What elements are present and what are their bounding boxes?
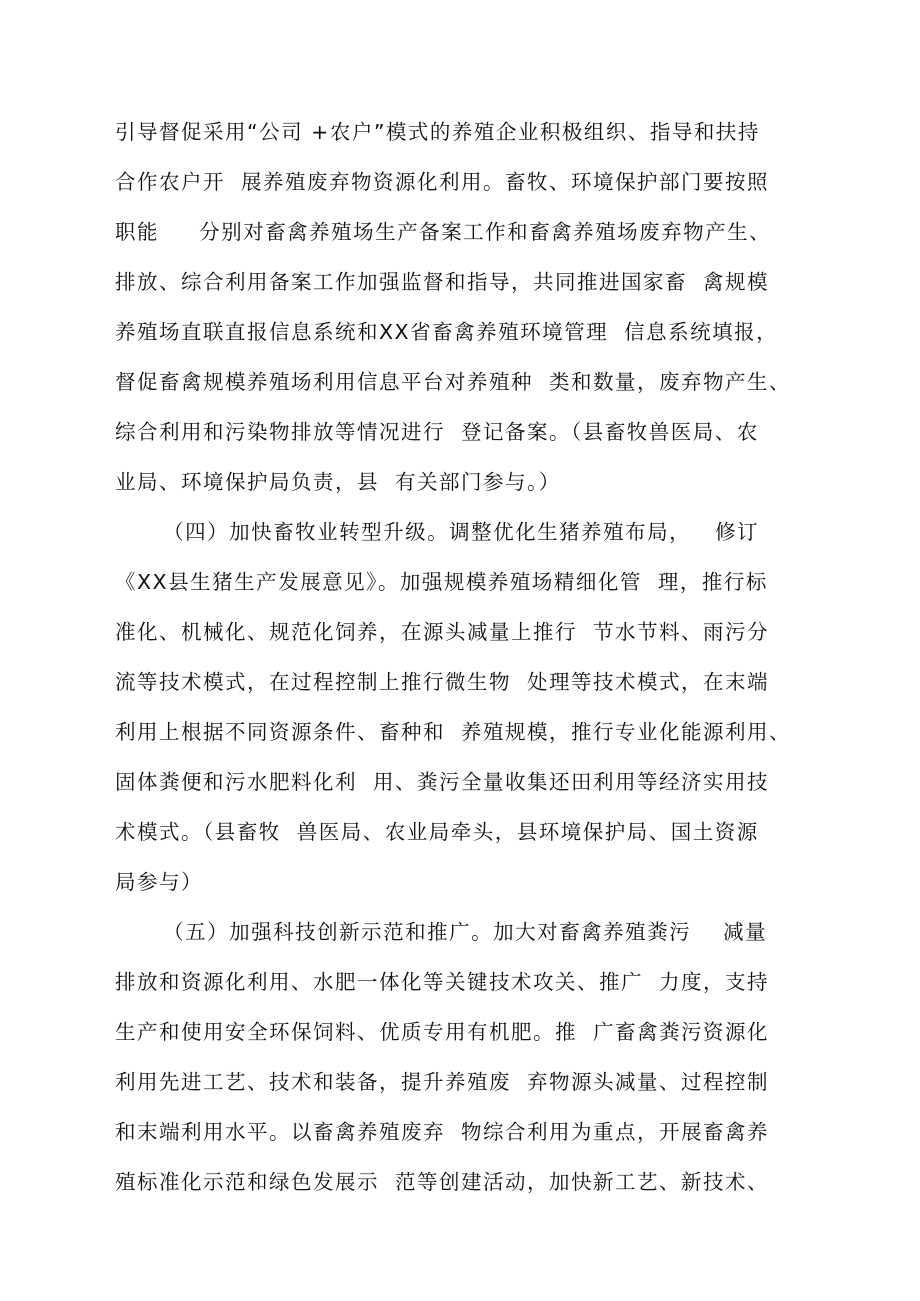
text-line: 和末端利用水平。以畜禽养殖废弃 物综合利用为重点，开展畜禽养 [115, 1120, 770, 1144]
text-line: 合作农户开 展养殖废弃物资源化利用。畜牧、环境保护部门要按照 [115, 170, 770, 194]
text-line: 固体粪便和污水肥料化利 用、粪污全量收集还田利用等经济实用技 [115, 770, 770, 794]
text-line: 养殖场直联直报信息系统和XX省畜禽养殖环境管理 信息系统填报， [115, 320, 779, 344]
text-line: 排放、综合利用备案工作加强监督和指导，共同推进国家畜 禽规模 [115, 270, 770, 294]
text-line: 综合利用和污染物排放等情况进行 登记备案。（县畜牧兽医局、农 [115, 420, 759, 444]
text-line: 术模式。（县畜牧 兽医局、农业局牵头，县环境保护局、国土资源 [115, 820, 759, 844]
text-line: 流等技术模式，在过程控制上推行微生物 处理等技术模式，在末端 [115, 670, 770, 694]
text-line: 利用上根据不同资源条件、畜种和 养殖规模，推行专业化能源利用、 [115, 720, 792, 744]
text-line: 引导督促采用“公司 +农户”模式的养殖企业积极组织、指导和扶持 [115, 120, 760, 144]
text-line: 督促畜禽规模养殖场利用信息平台对养殖种 类和数量，废弃物产生、 [115, 370, 792, 394]
text-line: 利用先进工艺、技术和装备，提升养殖废 弃物源头减量、过程控制 [115, 1070, 770, 1094]
text-line: 业局、环境保护局负责，县 有关部门参与。） [115, 470, 561, 494]
text-line: 《XX县生猪生产发展意见》。加强规模养殖场精细化管 理，推行标 [115, 570, 768, 594]
paragraph-start-line: （五）加强科技创新示范和推广。加大对畜禽养殖粪污 减量 [115, 920, 768, 944]
text-line: 殖标准化示范和绿色发展示 范等创建活动，加快新工艺、新技术、 [115, 1170, 770, 1194]
text-line: 准化、机械化、规范化饲养，在源头减量上推行 节水节料、雨污分 [115, 620, 770, 644]
text-line: 局参与） [115, 870, 203, 894]
text-line: 生产和使用安全环保饲料、优质专用有机肥。推 广畜禽粪污资源化 [115, 1020, 770, 1044]
text-line: 职能 分别对畜禽养殖场生产备案工作和畜禽养殖场废弃物产生、 [115, 220, 772, 244]
text-line: 排放和资源化利用、水肥一体化等关键技术攻关、推广 力度，支持 [115, 970, 770, 994]
paragraph-start-line: （四）加快畜牧业转型升级。调整优化生猪养殖布局， 修订 [115, 520, 760, 544]
